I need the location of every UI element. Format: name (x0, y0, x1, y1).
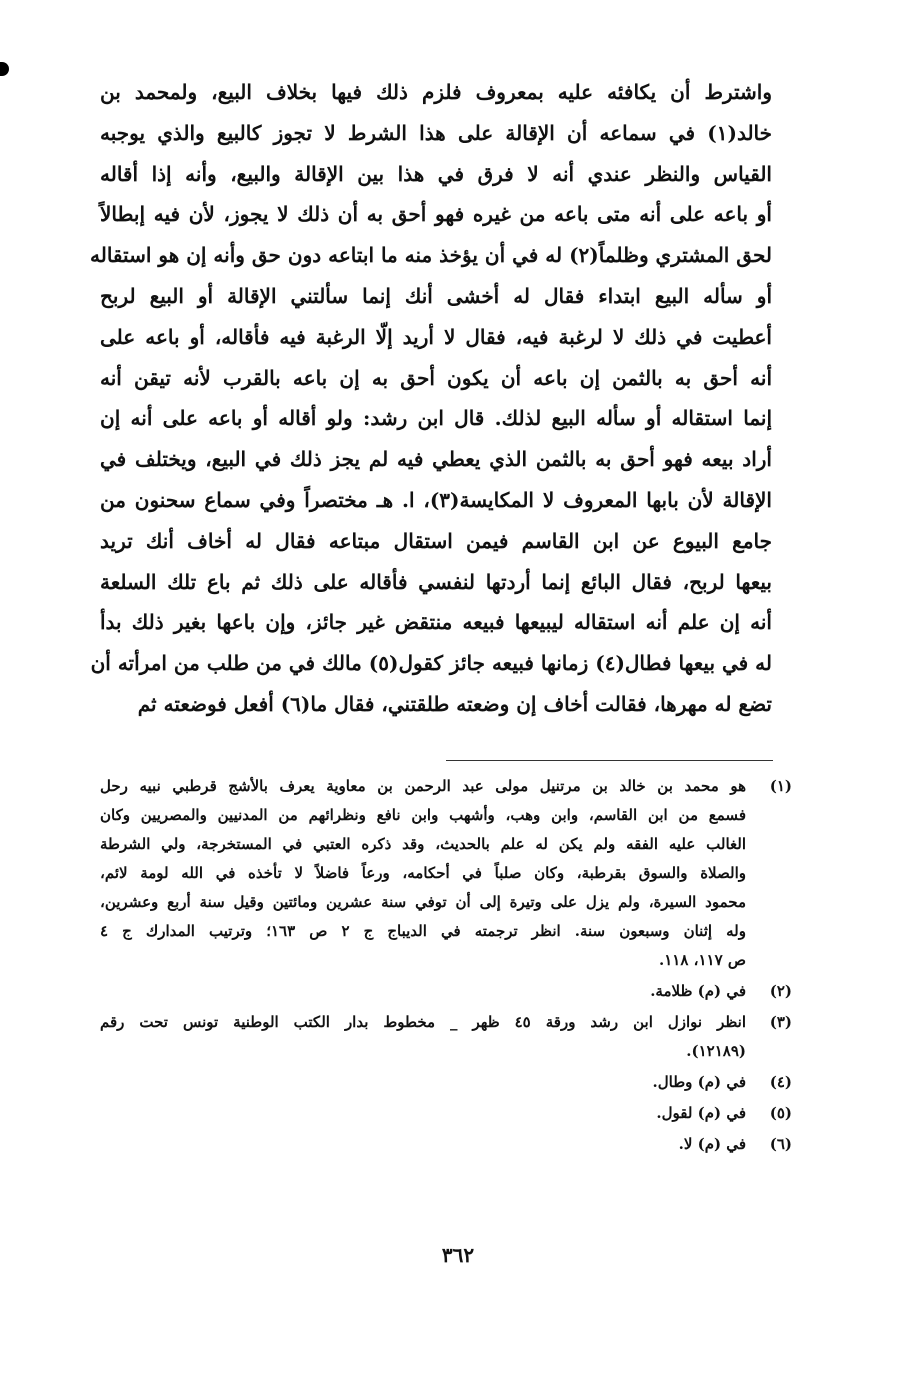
footnote-number: (٣) (769, 1013, 792, 1031)
main-text-line: الإقالة لأن بابها المعروف لا المكايسة(٣)، ا. هـ مختصراً وفي سماع سحنون من (100, 487, 772, 512)
footnote-line: ص ١١٧، ١١٨. (658, 951, 746, 969)
footnote-line: الغالب عليه الفقه ولم يكن له علم بالحديث، وقد ذكره العتبي في المستخرجة، ولي الشرطة (100, 835, 746, 853)
main-text-line: أنه أحق به بالثمن إن باعه أن يكون أحق به إن باعه بالقرب لأنه تيقن أنه (100, 365, 772, 390)
footnote-line: هو محمد بن خالد بن مرتنيل مولى عبد الرحمن بن معاوية يعرف بالأشج قرطبي نبيه رحل (100, 777, 746, 795)
footnote (100, 1008, 792, 1066)
main-text-line: أراد بيعه فهو أحق به بالثمن الذي يعطي فيه لم يجز ذلك في البيع، ويختلف في (100, 447, 772, 472)
footnote-line: فسمع من ابن القاسم، وابن وهب، وأشهب وابن نافع ونظرائهم من المدنيين والمصريين وكان (100, 806, 746, 824)
footnote-line: وله إثنان وسبعون سنة. انظر ترجمته في الديباج ج ٢ ص ١٦٣؛ وترتيب المدارك ج ٤ (100, 922, 746, 940)
footnote-number: (١) (769, 777, 792, 795)
footnote (100, 772, 792, 975)
footnote-number: (٤) (769, 1073, 792, 1091)
footnote-line: في (م) ظلامة. (650, 982, 746, 1000)
footnote-line: في (م) وطال. (652, 1073, 746, 1091)
page-number: ٣٦٢ (441, 1243, 475, 1267)
footnotes (100, 772, 792, 1161)
main-text-line: أعطيت في ذلك لا لرغبة فيه، فقال لا أريد إلّا الرغبة فيه فأقاله، أو باعه على (100, 324, 772, 349)
footnote-text (100, 1068, 746, 1097)
main-text (90, 72, 772, 725)
footnote (100, 1099, 792, 1128)
main-text-line: له في بيعها فطال(٤) زمانها فبيعه جائز كقول(٥) مالك في من طلب من امرأته أن (90, 651, 772, 676)
footnote (100, 1130, 792, 1159)
main-text-line: بيعها لربح، فقال البائع إنما أردتها لنفسي فأقاله على ذلك ثم باع تلك السلعة (100, 569, 772, 594)
footnote-separator (446, 760, 773, 761)
main-text-line: أو سأله البيع ابتداء فقال له أخشى أنك إنما سألتني الإقالة أو البيع لربح (100, 283, 772, 308)
main-text-line: لحق المشتري وظلماً(٢) له في أن يؤخذ منه ما ابتاعه دون حق وأنه إن هو استقاله (90, 243, 772, 268)
footnote-number: (٢) (769, 982, 792, 1000)
page-edge-mark (0, 62, 9, 76)
footnote (100, 1068, 792, 1097)
footnote-text (100, 772, 746, 975)
footnote-line: والصلاة والسوق بقرطبة، وكان صلباً في أحكامه، ورعاً فاضلاً لا تأخذه في الله لومة لائم، (100, 864, 746, 882)
footnote-number: (٥) (769, 1104, 792, 1122)
main-text-line: خالد(١) في سماعه أن الإقالة على هذا الشرط لا تجوز كالبيع والذي يوجبه (100, 120, 772, 145)
footnote-line: (١٢١٨٩). (686, 1042, 746, 1060)
footnote-line: في (م) لقول. (656, 1104, 746, 1122)
main-text-line: واشترط أن يكافئه عليه بمعروف فلزم ذلك فيها بخلاف البيع، ولمحمد بن (100, 80, 772, 104)
main-text-line: أو باعه على أنه متى باعه من غيره فهو أحق به أن ذلك لا يجوز، لأن فيه إبطالاً (100, 202, 772, 227)
footnote (100, 977, 792, 1006)
footnote-text (100, 1008, 746, 1066)
footnote-text (100, 977, 746, 1006)
footnote-line: محمود السيرة، ولم يزل على وتيرة إلى أن توفي سنة عشرين ومائتين وقيل سنة أربع وعشرين، (100, 893, 746, 911)
main-text-line: أنه إن علم أنه استقاله ليبيعها فبيعه منتقض غير جائز، وإن باعها بغير ذلك بدأ (100, 610, 772, 635)
main-text-line: تضع له مهرها، فقالت أخاف إن وضعته طلقتني، فقال ما(٦) أفعل فوضعته ثم (137, 691, 772, 716)
footnote-line: في (م) لا. (678, 1135, 746, 1153)
footnote-line: انظر نوازل ابن رشد ورقة ٤٥ ظهر _ مخطوط بدار الكتب الوطنية تونس تحت رقم (100, 1013, 746, 1031)
main-text-line: القياس والنظر عندي أنه لا فرق في هذا بين الإقالة والبيع، وأنه إذا أقاله (100, 161, 772, 186)
footnote-number: (٦) (769, 1135, 792, 1153)
main-text-line: جامع البيوع عن ابن القاسم فيمن استقال مبتاعه فقال له أخاف أنك تريد (100, 528, 772, 553)
footnote-text (100, 1099, 746, 1128)
main-text-line: إنما استقاله أو سأله البيع لذلك. قال ابن رشد: ولو أقاله أو باعه على أنه إن (100, 406, 772, 431)
footnote-text (100, 1130, 746, 1159)
